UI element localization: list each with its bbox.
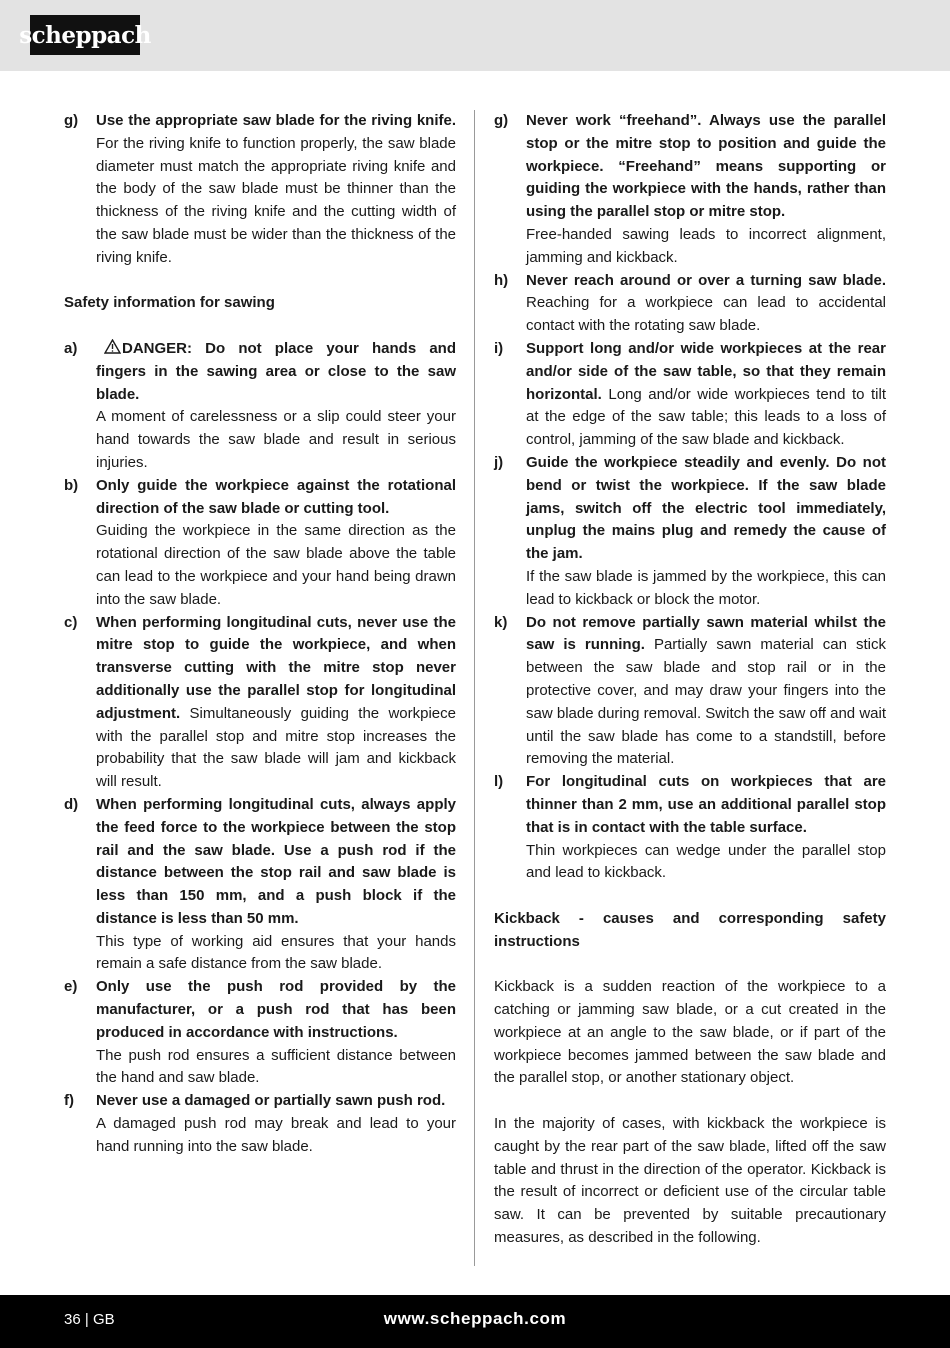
item-text: For the riving knife to function properly, the saw blade diameter must match the appropriate riving knife and the body of the saw blade must be thinner than the thickness of the riving knife and the cutting width of the saw blade must be wider than the thickness of the riving knife. xyxy=(96,134,456,266)
item-bold: Never reach around or over a turning saw blade. xyxy=(526,271,886,289)
list-item xyxy=(64,794,456,976)
item-text: A damaged push rod may break and lead to your hand running into the saw blade. xyxy=(96,1115,456,1155)
list-item xyxy=(494,771,886,885)
item-bold: Only use the push rod provided by the manufacturer, or a push rod that has been produced in accordance with instructions. xyxy=(96,978,456,1041)
warning-triangle-icon xyxy=(96,338,122,361)
list-item xyxy=(64,976,456,1090)
footer-url: www.scheppach.com xyxy=(383,1309,567,1328)
paragraph: Kickback is a sudden reaction of the workpiece to a catching or jamming saw blade, or a cut created in the workpiece at an angle to the saw blade, or if part of the workpiece becomes jammed between the saw blade and the parallel stop, or another stationary object. xyxy=(494,978,886,1087)
list-item xyxy=(64,110,456,270)
section-heading: Kickback - causes and corresponding safety instructions xyxy=(494,909,886,950)
item-text: The push rod ensures a sufficient distance between the hand and saw blade. xyxy=(96,1046,456,1087)
item-bold: For longitudinal cuts on workpieces that are thinner than 2 mm, use an additional parallel stop that is in contact with the table surface. xyxy=(526,773,886,836)
item-bold: DANGER: Do not place your hands and fingers in the sawing area or close to the saw blade. xyxy=(96,339,456,403)
item-text: Thin workpieces can wedge under the parallel stop and lead to kickback. xyxy=(526,841,886,882)
list-item xyxy=(494,338,886,452)
list-item xyxy=(494,452,886,612)
item-label: j) xyxy=(494,453,504,471)
item-text: Free-handed sawing leads to incorrect alignment, jamming and kickback. xyxy=(526,225,886,266)
item-bold: When performing longitudinal cuts, never use the mitre stop to guide the workpiece, and when transverse cutting with the mitre stop never additionally use the parallel stop for longitudinal adjustment. xyxy=(96,613,456,722)
item-label: b) xyxy=(64,476,79,494)
footer xyxy=(0,1295,950,1348)
list-item xyxy=(64,612,456,794)
list-item xyxy=(64,338,456,475)
list-item xyxy=(64,1090,456,1158)
item-text: Simultaneously guiding the workpiece with the parallel stop and mitre stop increases the probability that the saw blade will jam and kickback will result. xyxy=(96,704,456,791)
item-label: k) xyxy=(494,613,508,631)
item-label: i) xyxy=(494,339,504,357)
item-text: Partially sawn material can stick between the saw blade and stop rail or in the protective cover, and may draw your fingers into the saw blade during removal. Switch the saw off and wait until the saw blade has come to a standstill, before removing the material. xyxy=(526,636,886,768)
brand-logo xyxy=(19,15,151,55)
right-column xyxy=(494,110,886,1250)
item-label: a) xyxy=(64,339,78,357)
item-text: If the saw blade is jammed by the workpiece, this can lead to kickback or block the motor. xyxy=(526,567,886,608)
column-divider xyxy=(474,110,475,1266)
paragraph: In the majority of cases, with kickback the workpiece is caught by the rear part of the saw blade, lifted off the saw table and thrust in the direction of the operator. Kickback is the result of incorrect or deficient use of the circular table saw. It can be prevented by suitable precautionary measures, as described in the following. xyxy=(494,1115,886,1247)
item-text: Guiding the workpiece in the same direction as the rotational direction of the saw blade above the table can lead to the workpiece and your hand being drawn into the saw blade. xyxy=(96,522,456,608)
item-bold: Support long and/or wide workpieces at the rear and/or side of the saw table, so that they remain horizontal. xyxy=(526,339,886,403)
item-text: Long and/or wide workpieces tend to tilt at the edge of the saw table; this leads to a loss of control, jamming of the saw blade and kickback. xyxy=(526,385,886,449)
item-text: A moment of carelessness or a slip could steer your hand towards the saw blade and result in serious injuries. xyxy=(96,408,456,471)
item-bold: Use the appropriate saw blade for the riving knife. xyxy=(96,112,456,129)
item-label: e) xyxy=(64,978,78,996)
item-bold: Never use a damaged or partially sawn push rod. xyxy=(96,1092,446,1110)
item-bold: Do not remove partially sawn material whilst the saw is running. xyxy=(526,613,886,654)
brand-logo-text: scheppach xyxy=(19,21,151,49)
page-separator: | xyxy=(84,1311,89,1328)
item-bold: Only guide the workpiece against the rotational direction of the saw blade or cutting tool. xyxy=(96,476,456,517)
item-label: l) xyxy=(494,773,504,791)
item-label: c) xyxy=(64,613,78,631)
item-text: Reaching for a workpiece can lead to accidental contact with the rotating saw blade. xyxy=(526,294,886,335)
item-bold: When performing longitudinal cuts, always apply the feed force to the workpiece between the stop rail and the saw blade. Use a push rod if the distance between the stop rail and saw blade is less than 150 mm, and a push block if the distance is less than 50 mm. xyxy=(96,795,456,927)
page-number: 36 xyxy=(64,1311,81,1328)
list-item xyxy=(64,475,456,612)
item-bold: Never work “freehand”. Always use the parallel stop or the mitre stop to position and guide the workpiece. “Freehand” means supporting or guiding the workpiece with the hands, rather than using the parallel stop or mitre stop. xyxy=(526,112,886,221)
list-item xyxy=(494,612,886,772)
item-bold: Guide the workpiece steadily and evenly. Do not bend or twist the workpiece. If the saw blade jams, switch off the electric tool immediately, unplug the mains plug and remedy the cause of the jam. xyxy=(526,453,886,563)
list-item xyxy=(494,110,886,270)
item-label: h) xyxy=(494,271,509,289)
item-label: g) xyxy=(64,112,79,129)
item-label: g) xyxy=(494,112,509,129)
list-item xyxy=(494,270,886,338)
item-label: d) xyxy=(64,795,79,813)
left-column xyxy=(64,110,456,1159)
section-heading: Safety information for sawing xyxy=(64,294,275,312)
language-code: GB xyxy=(92,1311,115,1328)
item-label: f) xyxy=(64,1092,74,1110)
item-text: This type of working aid ensures that your hands remain a safe distance from the saw blade. xyxy=(96,932,456,973)
